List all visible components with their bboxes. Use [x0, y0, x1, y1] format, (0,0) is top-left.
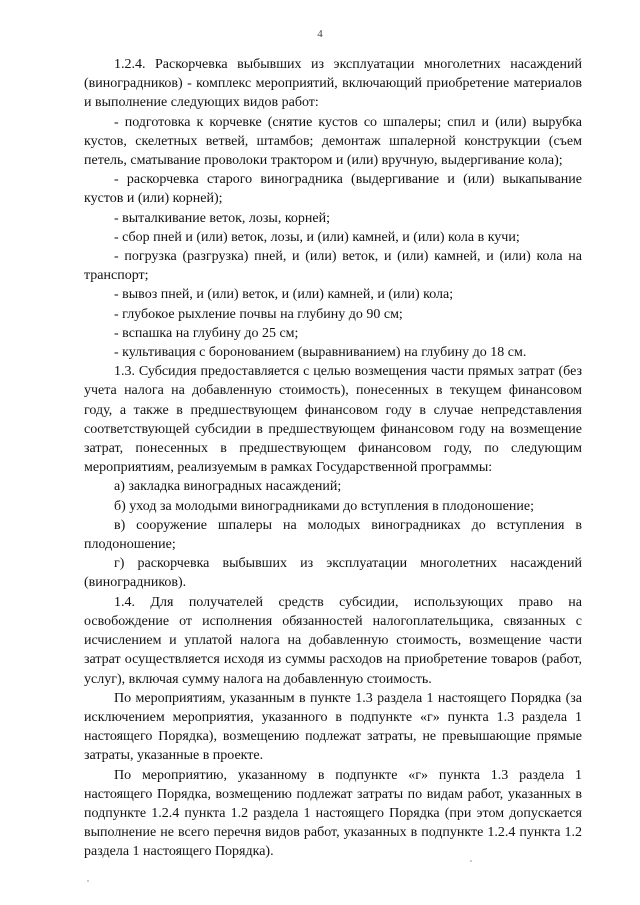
paragraph-1-4: 1.4. Для получателей средств субсидии, использующих право на освобождение от исполнения обязанностей налогоплательщика, связанных с исчислением и уплатой налога на добавленную стоимость, возмещение части затрат осуществляется исходя из суммы расходов на приобретение товаров (работ, услуг), включая сумму налога на добавленную стоимость. [84, 594, 582, 687]
list-item: - погрузка (разгрузка) пней, и (или) веток, и (или) камней, и (или) кола на транспорт; [84, 249, 582, 284]
scan-speck [470, 860, 472, 862]
list-item: - сбор пней и (или) веток, лозы, и (или) камней, и (или) кола в кучи; [114, 229, 520, 245]
list-item: - выталкивание веток, лозы, корней; [114, 210, 331, 226]
list-item: г) раскорчевка выбывших из эксплуатации многолетних насаждений (виноградников). [84, 556, 582, 591]
list-item: а) закладка виноградных насаждений; [114, 479, 342, 495]
list-item: - подготовка к корчевке (снятие кустов со шпалеры; спил и (или) вырубка кустов, скелетных ветвей, штамбов; демонтаж шпалерной конструкции (съем петель, сматывание проволоки трактором и (или) вручную, выдергивание кола); [84, 114, 582, 169]
paragraph: По мероприятию, указанному в подпункте «г» пункта 1.3 раздела 1 настоящего Порядка, возмещению подлежат затраты по видам работ, указанных в подпункте 1.2.4 пункта 1.2 раздела 1 настоящего Порядка (при этом допускается выполнение не всего перечня видов работ, указанных в подпункте 1.2.4 пункта 1.2 раздела 1 настоящего Порядка). [84, 767, 582, 860]
list-item: - культивация с боронованием (выравниванием) на глубину до 18 см. [114, 345, 527, 361]
list-item: - вывоз пней, и (или) веток, и (или) камней, и (или) кола; [114, 287, 454, 303]
list-item: в) сооружение шпалеры на молодых виноградниках до вступления в плодоношение; [84, 517, 582, 553]
paragraph: По мероприятиям, указанным в пункте 1.3 раздела 1 настоящего Порядка (за исключением мероприятия, указанного в подпункте «г» пункта 1.3 раздела 1 настоящего Порядка), возмещению подлежат затраты, не превышающие прямые затраты, указанные в проекте. [84, 690, 582, 764]
list-item: - раскорчевка старого виноградника (выдергивание и (или) выкапывание кустов и (или) корней); [84, 172, 582, 207]
document-body [84, 55, 582, 862]
paragraph-1-3: 1.3. Субсидия предоставляется с целью возмещения части прямых затрат (без учета налога на добавленную стоимость), понесенных в текущем финансовом году, а также в предшествующем финансовом году в случае непредставления соответствующей субсидии в предшествующем финансовом году на возмещение затрат, понесенных в предшествующем финансовом году, по следующим мероприятиям, реализуемым в рамках Государственной программы: [84, 364, 582, 476]
page-number: 4 [317, 28, 323, 40]
scan-speck [87, 880, 89, 882]
list-item: - глубокое рыхление почвы на глубину до 90 см; [114, 306, 403, 322]
paragraph-1-2-4: 1.2.4. Раскорчевка выбывших из эксплуатации многолетних насаждений (виноградников) - комплекс мероприятий, включающий приобретение материалов и выполнение следующих видов работ: [84, 57, 582, 111]
list-item: - вспашка на глубину до 25 см; [114, 325, 299, 341]
list-item: б) уход за молодыми виноградниками до вступления в плодоношение; [114, 498, 534, 514]
